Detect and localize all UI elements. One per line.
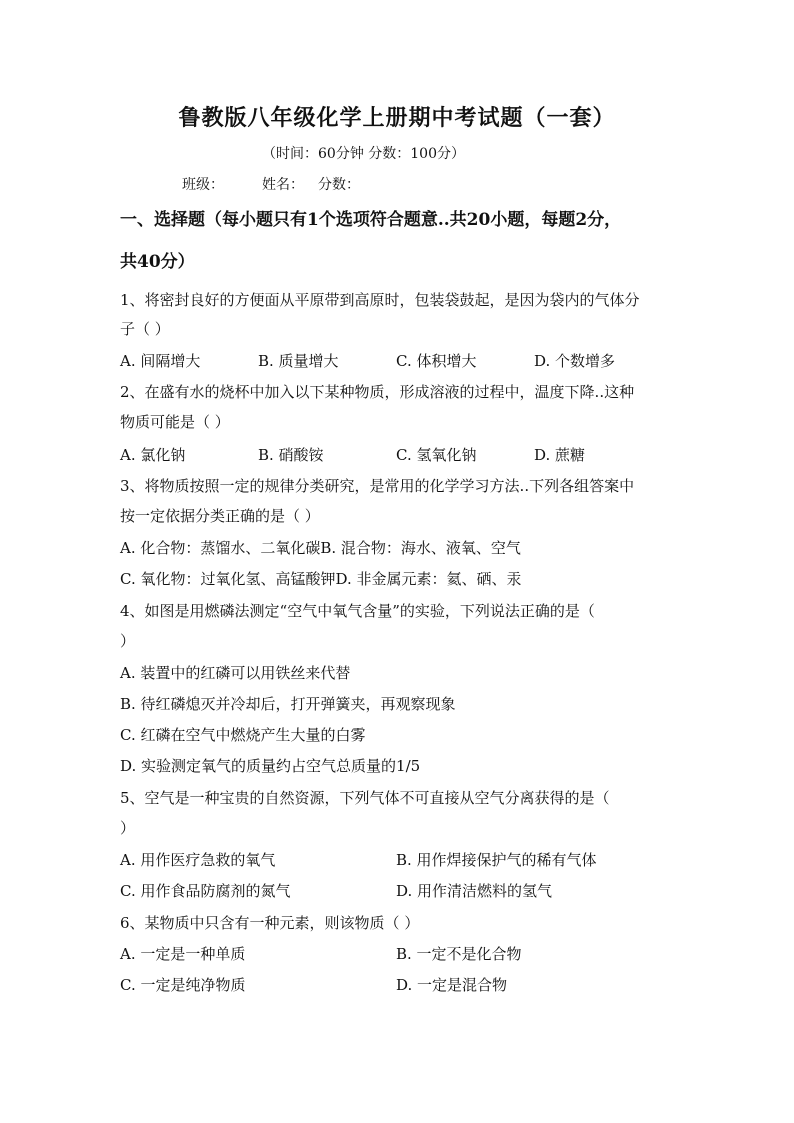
q3-options-ab: A. 化合物：蒸馏水、二氧化碳B. 混合物：海水、液氧、空气 <box>120 539 521 557</box>
class-label: 班级： <box>182 177 224 193</box>
question-5-text-cont: ） <box>120 819 136 837</box>
name-label: 姓名： <box>262 177 304 193</box>
q2-option-a: A. 氯化钠 <box>120 446 186 464</box>
q5-option-a: A. 用作医疗急救的氧气 <box>120 851 276 869</box>
q6-option-c: C. 一定是纯净物质 <box>120 976 246 994</box>
q4-option-c: C. 红磷在空气中燃烧产生大量的白雾 <box>120 726 366 744</box>
score-label: 分数： <box>318 177 360 193</box>
q5-option-c: C. 用作食品防腐剂的氮气 <box>120 882 291 900</box>
question-1-text: 1、将密封良好的方便面从平原带到高原时，包装袋鼓起，是因为袋内的气体分 <box>120 291 640 309</box>
question-1-text-cont: 子（ ） <box>120 320 170 338</box>
question-4-text: 4、如图是用燃磷法测定“空气中氧气含量”的实验，下列说法正确的是（ <box>120 602 595 620</box>
section-heading: 一、选择题（每小题只有1个选项符合题意..共20小题，每题2分， <box>120 210 622 230</box>
question-4-text-cont: ） <box>120 632 136 650</box>
q3-options-cd: C. 氧化物：过氧化氢、高锰酸钾D. 非金属元素：氦、硒、汞 <box>120 570 522 588</box>
question-6-text: 6、某物质中只含有一种元素，则该物质（ ） <box>120 914 420 932</box>
question-2-text-cont: 物质可能是（ ） <box>120 413 230 431</box>
q2-option-c: C. 氢氧化钠 <box>396 446 477 464</box>
question-2-text: 2、在盛有水的烧杯中加入以下某种物质，形成溶液的过程中，温度下降..这种 <box>120 383 635 401</box>
q4-option-a: A. 装置中的红磷可以用铁丝来代替 <box>120 664 351 682</box>
question-3-text: 3、将物质按照一定的规律分类研究，是常用的化学学习方法..下列各组答案中 <box>120 477 635 495</box>
q1-option-a: A. 间隔增大 <box>120 352 201 370</box>
q1-option-b: B. 质量增大 <box>258 352 339 370</box>
q5-option-b: B. 用作焊接保护气的稀有气体 <box>396 851 597 869</box>
q2-option-d: D. 蔗糖 <box>534 446 586 464</box>
q4-option-b: B. 待红磷熄灭并冷却后，打开弹簧夹，再观察现象 <box>120 695 456 713</box>
time-score-line: （时间：60分钟 分数：100分） <box>262 146 465 162</box>
q5-option-d: D. 用作清洁燃料的氢气 <box>396 882 553 900</box>
section-heading-cont: 共40分） <box>120 252 195 272</box>
question-3-text-cont: 按一定依据分类正确的是（ ） <box>120 507 320 525</box>
q4-option-d: D. 实验测定氧气的质量约占空气总质量的1/5 <box>120 757 421 775</box>
q6-option-d: D. 一定是混合物 <box>396 976 508 994</box>
q1-option-d: D. 个数增多 <box>534 352 616 370</box>
q2-option-b: B. 硝酸铵 <box>258 446 324 464</box>
q6-option-a: A. 一定是一种单质 <box>120 945 246 963</box>
q1-option-c: C. 体积增大 <box>396 352 477 370</box>
q6-option-b: B. 一定不是化合物 <box>396 945 522 963</box>
page-title: 鲁教版八年级化学上册期中考试题（一套） <box>178 105 616 131</box>
question-5-text: 5、空气是一种宝贵的自然资源，下列气体不可直接从空气分离获得的是（ <box>120 789 610 807</box>
